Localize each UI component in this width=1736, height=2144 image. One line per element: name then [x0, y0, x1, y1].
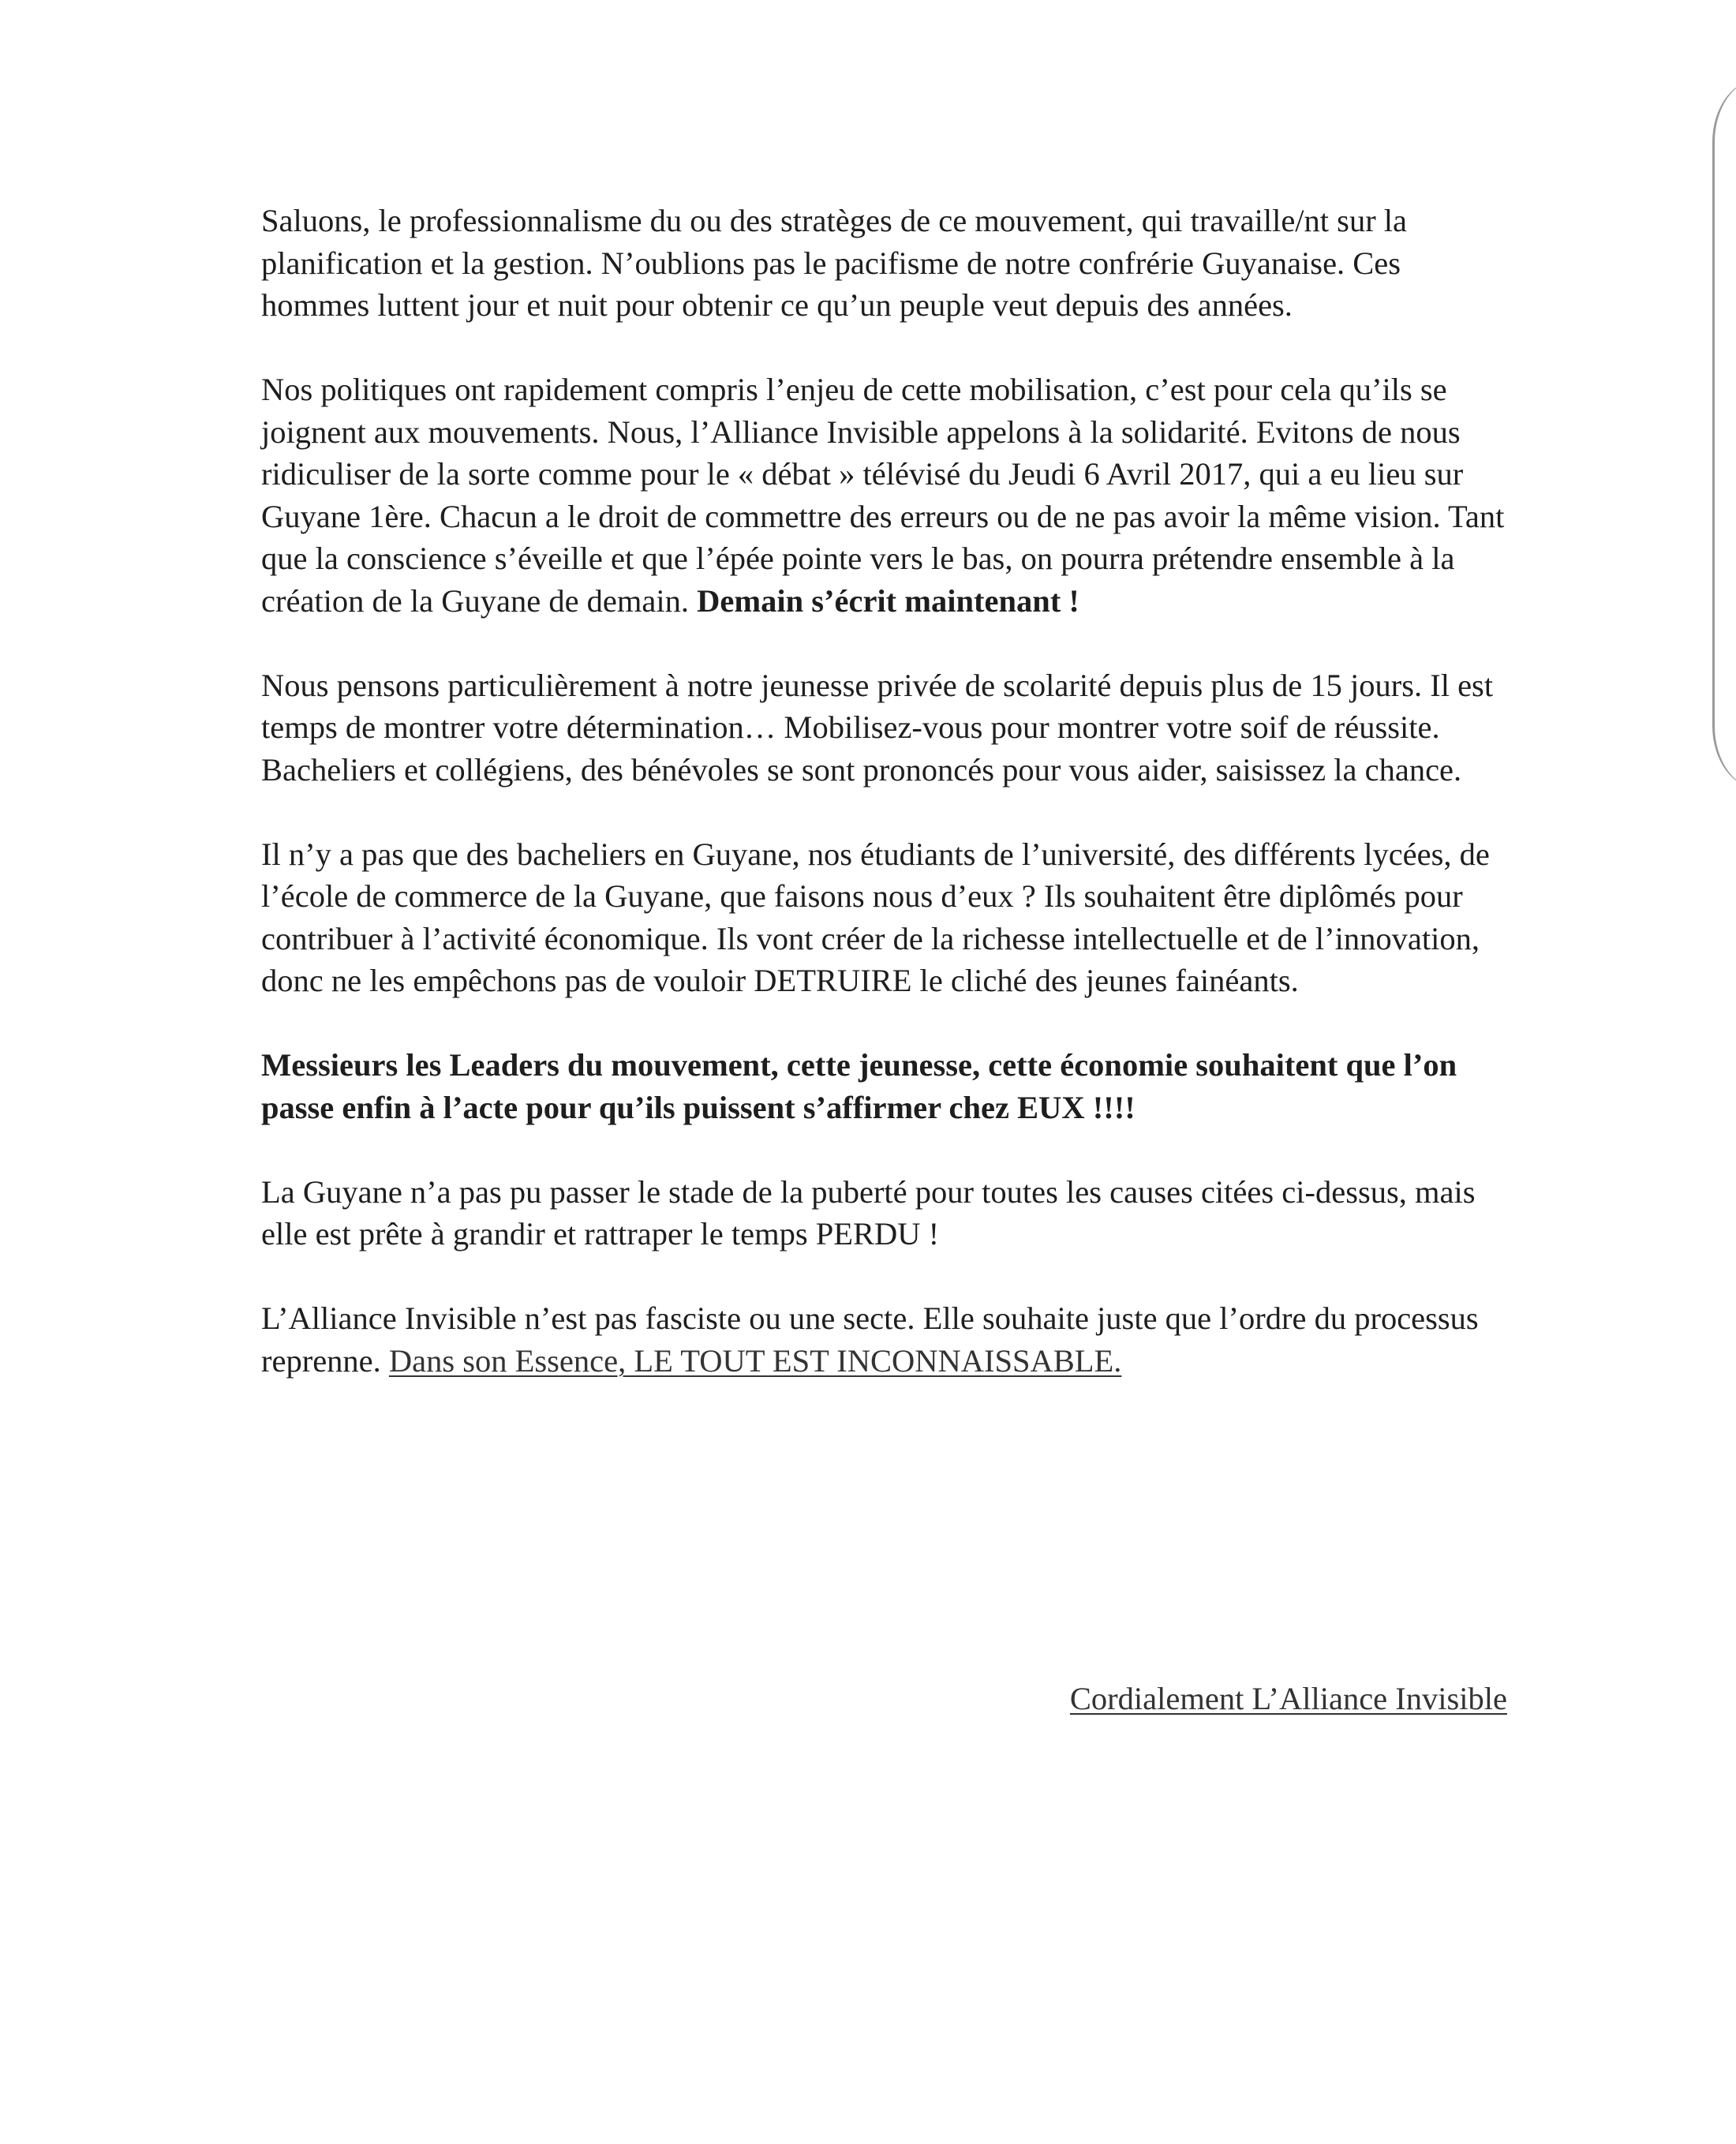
paragraph-1-text: Saluons, le professionnalisme du ou des stratèges de ce mouvement, qui travaille/nt sur la planification et la gestion. N’oublions pas le pacifisme de notre confrérie Guyanaise. Ces hommes luttent jour et nuit pour obtenir ce qu’un peuple veut depuis des années.: [261, 203, 1408, 323]
paragraph-6: [261, 1171, 1508, 1255]
paragraph-7-text: L’Alliance Invisible n’est pas fasciste ou une secte. Elle souhaite juste que l’ordre du processus reprenne.: [261, 1300, 1479, 1379]
paragraph-2: [261, 369, 1508, 622]
paragraph-1: [261, 200, 1508, 327]
paragraph-7-underlined: Dans son Essence, LE TOUT EST INCONNAISSABLE.: [388, 1342, 1122, 1379]
paragraph-3: [261, 664, 1508, 791]
paragraph-7: [261, 1297, 1508, 1382]
paragraph-3-text: Nous pensons particulièrement à notre jeunesse privée de scolarité depuis plus de 15 jours. Il est temps de montrer votre détermination… Mobilisez-vous pour montrer votre soif de réussite. Bacheliers et collégiens, des bénévoles se sont prononcés pour vous aider, saisissez la chance.: [261, 667, 1494, 788]
signature: Cordialement L’Alliance Invisible: [1069, 1681, 1507, 1716]
page-curl-edge: [1712, 79, 1736, 789]
letter-body: [261, 200, 1508, 1424]
paragraph-4: [261, 833, 1508, 1002]
paragraph-6-text: La Guyane n’a pas pu passer le stade de la puberté pour toutes les causes citées ci-dessus, mais elle est prête à grandir et rattraper le temps PERDU !: [261, 1173, 1476, 1252]
paragraph-5-text: Messieurs les Leaders du mouvement, cette jeunesse, cette économie souhaitent que l’on passe enfin à l’acte pour qu’ils puissent s’affirmer chez EUX !!!!: [261, 1047, 1457, 1125]
paragraph-2-emphasis: Demain s’écrit maintenant !: [697, 582, 1079, 619]
paragraph-5-bold: [261, 1044, 1508, 1128]
paragraph-4-text: Il n’y a pas que des bacheliers en Guyane, nos étudiants de l’université, des différents lycées, de l’école de commerce de la Guyane, que faisons nous d’eux ? Ils souhaitent être diplômés pour contribuer à l’activité économique. Ils vont créer de la richesse intellectuelle et de l’innovation, donc ne les empêchons pas de vouloir DETRUIRE le cliché des jeunes fainéants.: [261, 836, 1490, 998]
paragraph-2-text: Nos politiques ont rapidement compris l’enjeu de cette mobilisation, c’est pour cela qu’ils se joignent aux mouvements. Nous, l’Alliance Invisible appelons à la solidarité. Evitons de nous ridiculiser de la sorte comme pour le « débat » télévisé du Jeudi 6 Avril 2017, qui a eu lieu sur Guyane 1ère. Chacun a le droit de commettre des erreurs ou de ne pas avoir la même vision. Tant que la conscience s’éveille et que l’épée pointe vers le bas, on pourra prétendre ensemble à la création de la Guyane de demain.: [261, 372, 1505, 619]
